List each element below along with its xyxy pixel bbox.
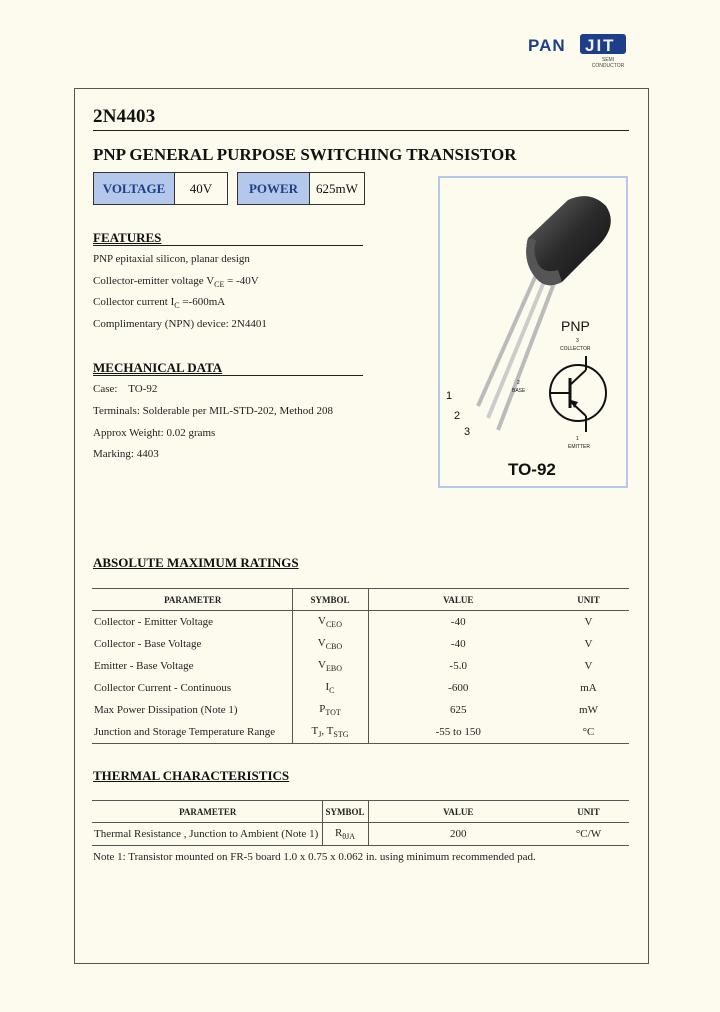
feature-item-1: PNP epitaxial silicon, planar design [93, 253, 250, 265]
voltage-value: 40V [189, 180, 213, 196]
part-divider [93, 130, 629, 131]
base-label: BASE [512, 388, 526, 394]
logo-tagline: SEMI CONDUCTOR [591, 57, 625, 69]
table-row: Thermal Resistance , Junction to Ambient (Note 1) $R_{\theta JA}$ 200 °C/W [92, 823, 629, 846]
feature-item-3: Collector current $I_C =-600mA$ [93, 296, 226, 311]
pin-1-label: 1 [446, 390, 453, 402]
thermal-header-parameter: PARAMETER [92, 801, 322, 823]
mechanical-terminals: Terminals: Solderable per MIL-STD-202, Method 208 [93, 405, 333, 417]
table-row: Junction and Storage Temperature Range $T_J$, $T_{STG}$ -55 to 150 °C [92, 721, 629, 744]
mechanical-case: Case: TO-92 [93, 383, 158, 395]
abs-max-header-unit: UNIT [548, 589, 629, 611]
footnote: Note 1: Transistor mounted on FR-5 board 1.0 x 0.75 x 0.062 in. using minimum recommended pad. [93, 851, 536, 863]
collector-label: COLLECTOR [560, 346, 591, 352]
abs-max-table [92, 588, 629, 744]
abs-max-header-value: VALUE [368, 589, 548, 611]
feature-item-2: Collector-emitter voltage $V_{CE} = -40V$ [93, 275, 259, 290]
power-spec-box [237, 172, 365, 205]
power-value: 625mW [316, 180, 358, 196]
abs-max-header-symbol: SYMBOL [292, 589, 368, 611]
thermal-table [92, 800, 629, 846]
logo-text-jit: JIT [585, 36, 616, 55]
base-number: 2 [517, 380, 520, 386]
thermal-heading: THERMAL CHARACTERISTICS [93, 768, 290, 783]
emitter-label: EMITTER [568, 444, 590, 450]
logo-text-pan: PAN [528, 36, 566, 55]
thermal-header-unit: UNIT [548, 801, 629, 823]
package-name: TO-92 [508, 460, 556, 479]
voltage-label: VOLTAGE [94, 173, 175, 204]
package-illustration [438, 176, 628, 488]
features-heading: FEATURES [93, 230, 162, 245]
mechanical-marking: Marking: 4403 [93, 448, 159, 460]
pnp-label: PNP [561, 318, 590, 334]
pnp-transistor-symbol-icon [540, 338, 620, 448]
voltage-spec-box [93, 172, 228, 205]
part-number: 2N4403 [93, 106, 156, 127]
thermal-header-value: VALUE [368, 801, 548, 823]
table-row: Collector Current - Continuous $I_C$ -600 mA [92, 677, 629, 699]
table-row: Emitter - Base Voltage $V_{EBO}$ -5.0 V [92, 655, 629, 677]
features-divider [93, 245, 363, 246]
abs-max-heading: ABSOLUTE MAXIMUM RATINGS [93, 555, 299, 570]
power-label: POWER [238, 173, 310, 204]
thermal-header-row [92, 801, 629, 823]
table-row: Max Power Dissipation (Note 1) $P_{TOT}$ 625 mW [92, 699, 629, 721]
pin-3-label: 3 [464, 426, 471, 438]
abs-max-header-parameter: PARAMETER [92, 589, 292, 611]
mechanical-divider [93, 375, 363, 376]
device-title: PNP GENERAL PURPOSE SWITCHING TRANSISTOR [93, 145, 517, 164]
pin-2-label: 2 [454, 410, 461, 422]
thermal-header-symbol: SYMBOL [322, 801, 368, 823]
table-row: Collector - Base Voltage $V_{CBO}$ -40 V [92, 633, 629, 655]
mechanical-weight: Approx Weight: 0.02 grams [93, 427, 216, 439]
emitter-number: 1 [576, 436, 579, 442]
table-row: Collector - Emitter Voltage $V_{CEO}$ -40 V [92, 611, 629, 634]
panjit-logo [528, 36, 628, 76]
collector-number: 3 [576, 338, 579, 344]
feature-item-4: Complimentary (NPN) device: 2N4401 [93, 318, 267, 330]
mechanical-heading: MECHANICAL DATA [93, 360, 223, 375]
abs-max-header-row [92, 589, 629, 611]
